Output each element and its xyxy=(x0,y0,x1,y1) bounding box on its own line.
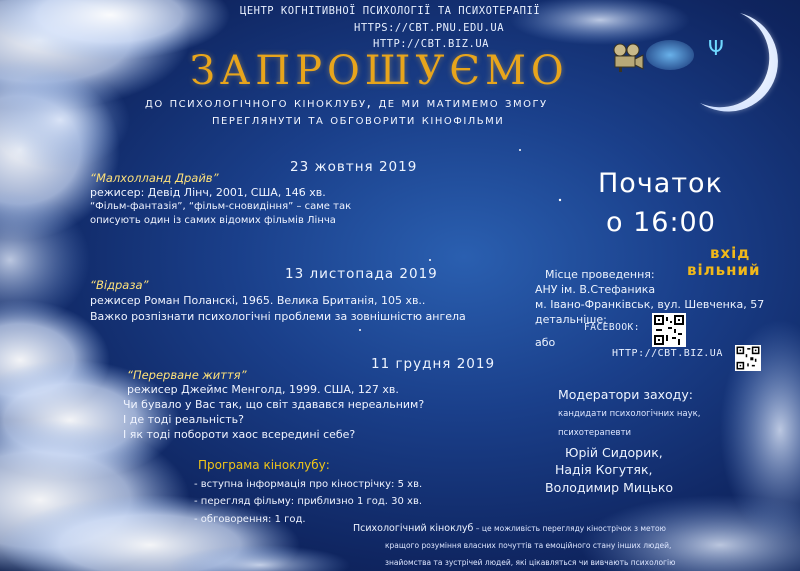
qr-code-icon[interactable] xyxy=(652,313,686,347)
light-beam xyxy=(646,40,694,70)
start-time: о 16:00 xyxy=(606,207,716,238)
program-item: - обговорення: 1 год. xyxy=(194,514,306,525)
footer-line-1 xyxy=(353,523,666,534)
program-item: - перегляд фільму: приблизно 1 год. 30 хв. xyxy=(194,496,423,507)
film-info: “Фільм-фантазія”, “фільм-сновидіння” – саме так xyxy=(90,201,352,212)
program-heading: Програма кіноклубу: xyxy=(198,458,330,472)
film-projector-icon xyxy=(610,42,646,72)
subtitle-line-2: переглянути та обговорити кінофільми xyxy=(212,112,505,128)
url-biz[interactable]: HTTP://CBT.BIZ.UA xyxy=(373,38,489,50)
moderator-name: Володимир Мицько xyxy=(545,480,674,495)
url-pnu[interactable]: HTTPS://CBT.PNU.EDU.UA xyxy=(354,22,505,34)
film-info: режисер Джеймс Менголд, 1999. США, 127 хв. xyxy=(127,383,399,396)
film-info: режисер Роман Поланскі, 1965. Велика Британія, 105 хв.. xyxy=(90,294,426,307)
subtitle-line-1: до психологічного кіноклубу, де ми матимемо змогу xyxy=(145,95,548,111)
screening-date: 23 жовтня 2019 xyxy=(290,159,418,175)
film-info: Важко розпізнати психологічні проблеми за зовнішністю ангела xyxy=(90,310,466,323)
start-label: Початок xyxy=(598,168,723,199)
film-info: І де тоді реальність? xyxy=(123,413,244,426)
free-entry-line-1: вхід xyxy=(710,244,751,262)
qr-code-icon[interactable] xyxy=(735,345,761,371)
screening-date: 13 листопада 2019 xyxy=(285,266,438,282)
program-item: - вступна інформація про кінострічку: 5 хв. xyxy=(194,479,423,490)
footer-lead: Психологічний кіноклуб xyxy=(353,523,474,534)
film-title: “Перерване життя” xyxy=(127,368,247,382)
moderator-name: Юрій Сидорик, xyxy=(565,445,663,460)
org-name: ЦЕНТР КОГНІТИВНОЇ ПСИХОЛОГІЇ ТА ПСИХОТЕРАПІЇ xyxy=(240,5,541,17)
moderators-profession: психотерапевти xyxy=(558,428,632,438)
site-link[interactable]: HTTP://CBT.BIZ.UA xyxy=(612,348,723,359)
venue-label: Місце проведення: xyxy=(545,268,655,281)
moderators-heading: Модератори заходу: xyxy=(558,387,693,402)
film-title: “Відраза” xyxy=(90,278,149,292)
venue-line-2: м. Івано-Франківськ, вул. Шевченка, 57 xyxy=(535,298,765,311)
footer-text: – це можливість перегляду кінострічок з метою xyxy=(473,524,666,533)
or-label: або xyxy=(535,336,556,349)
moderators-title: кандидати психологічних наук, xyxy=(558,409,701,419)
details-label: детальніше: xyxy=(535,313,607,326)
venue-line-1: АНУ ім. В.Стефаника xyxy=(535,283,656,296)
psi-icon: Ψ xyxy=(708,36,724,60)
film-info: режисер: Девід Лінч, 2001, США, 146 хв. xyxy=(90,186,326,199)
film-title: “Малхолланд Драйв” xyxy=(90,171,219,185)
screening-date: 11 грудня 2019 xyxy=(371,356,496,372)
free-entry-line-2: вільний xyxy=(687,261,761,279)
film-info: І як тоді побороти хаос всередині себе? xyxy=(123,428,356,441)
moderator-name: Надія Когутяк, xyxy=(555,462,653,477)
page-title: ЗАПРОШУЄМО xyxy=(190,48,569,94)
film-info: Чи бувало у Вас так, що світ здавався нереальним? xyxy=(123,398,425,411)
crescent-moon-icon xyxy=(680,8,790,118)
footer-line-2: кращого розуміння власних почуттів та емоційного стану інших людей, xyxy=(385,541,672,550)
footer-line-3: знайомства та зустрічей людей, які цікавляться чи вивчають психологію xyxy=(385,558,676,567)
film-info: описують один із самих відомих фільмів Лінча xyxy=(90,215,336,226)
facebook-label[interactable]: FACEBOOK: xyxy=(584,322,640,333)
